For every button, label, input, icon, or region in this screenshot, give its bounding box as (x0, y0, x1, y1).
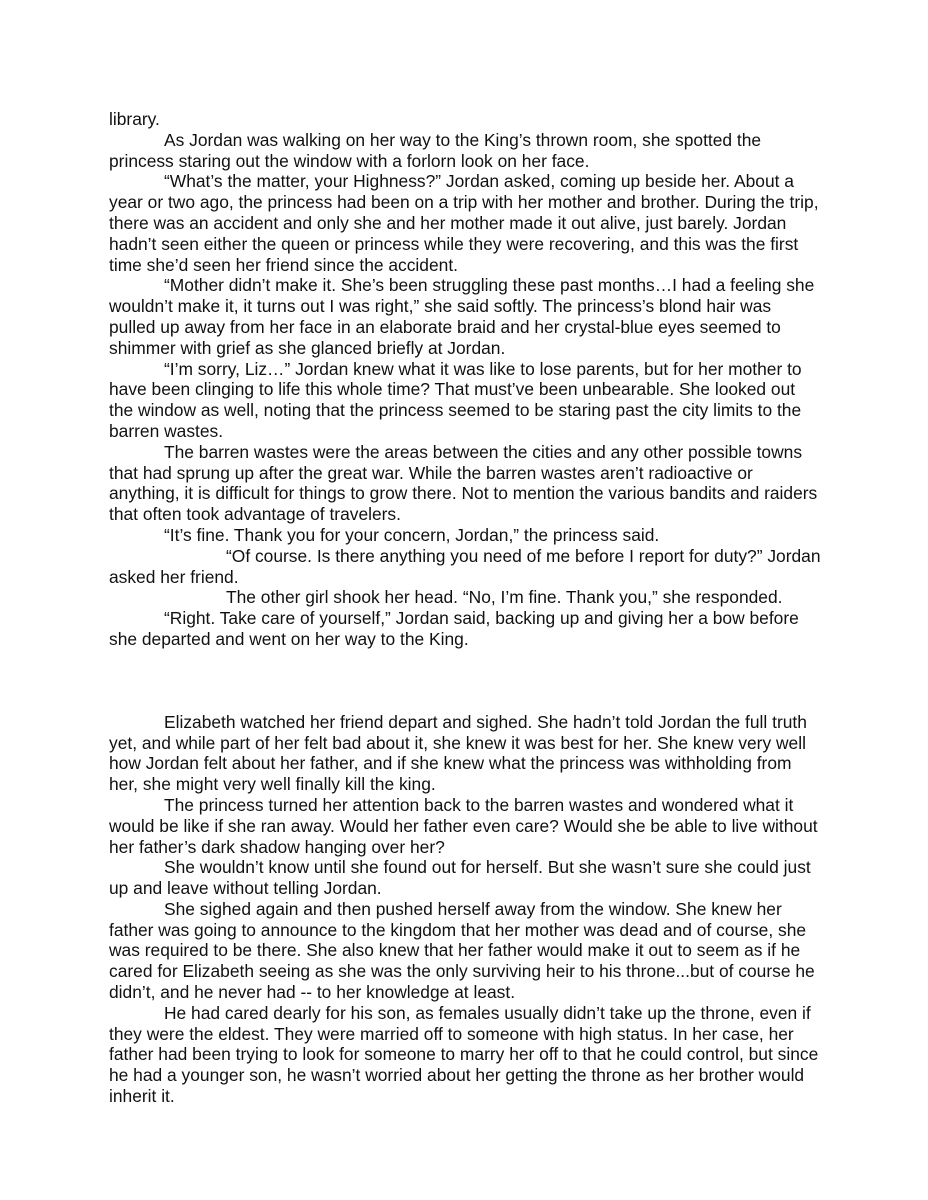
document-page (109, 109, 821, 1107)
paragraph: The barren wastes were the areas between the cities and any other possible towns that had sprung up after the great war. While the barren wastes aren’t radioactive or anything, it is difficult for things to grow there. Not to mention the various bandits and raiders that often took advantage of travelers. (109, 441, 818, 525)
paragraph: “It’s fine. Thank you for your concern, Jordan,” the princess said. (164, 524, 660, 545)
paragraph: She wouldn’t know until she found out for herself. But she wasn’t sure she could just up and leave without telling Jordan. (109, 857, 811, 899)
paragraph: “What’s the matter, your Highness?” Jordan asked, coming up beside her. About a year or two ago, the princess had been on a trip with her mother and brother. During the trip, there was an accident and only she and her mother made it out alive, just barely. Jordan hadn’t seen either the queen or princess while they were recovering, and this was the first time she’d seen her friend since the accident. (109, 171, 819, 275)
paragraph: library. (109, 109, 160, 129)
paragraph: He had cared dearly for his son, as females usually didn’t take up the throne, even if they were the eldest. They were married off to someone with high status. In her case, her father had been trying to look for someone to marry her off to that he could control, but since he had a younger son, he wasn’t worried about her getting the throne as her brother would inherit it. (109, 1002, 819, 1107)
paragraph: As Jordan was walking on her way to the King’s thrown room, she spotted the princess staring out the window with a forlorn look on her face. (109, 129, 762, 171)
paragraph: Elizabeth watched her friend depart and sighed. She hadn’t told Jordan the full truth yet, and while part of her felt bad about it, she knew it was best for her. She knew very well how Jordan felt about her father, and if she knew what the princess was withholding from her, she might very well finally kill the king. (109, 711, 807, 795)
paragraph: “I’m sorry, Liz…” Jordan knew what it was like to lose parents, but for her mother to have been clinging to life this whole time? That must’ve been unbearable. She looked out the window as well, noting that the princess seemed to be staring past the city limits to the barren wastes. (109, 358, 802, 441)
paragraph: “Of course. Is there anything you need of me before I report for duty?” Jordan asked her friend. (109, 545, 821, 587)
paragraph: “Mother didn’t make it. She’s been struggling these past months…I had a feeling she wouldn’t make it, it turns out I was right,” she said softly. The princess’s blond hair was pulled up away from her face in an elaborate braid and her crystal-blue eyes seemed to shimmer with grief as she glanced briefly at Jordan. (109, 275, 815, 358)
paragraph: The other girl shook her head. “No, I’m fine. Thank you,” she responded. (226, 587, 783, 608)
paragraph: “Right. Take care of yourself,” Jordan said, backing up and giving her a bow before she departed and went on her way to the King. (109, 608, 799, 649)
paragraph: The princess turned her attention back to the barren wastes and wondered what it would be like if she ran away. Would her father even care? Would she be able to live without her father’s dark shadow hanging over her? (109, 794, 818, 857)
paragraph: She sighed again and then pushed herself away from the window. She knew her father was going to announce to the kingdom that her mother was dead and of course, she was required to be there. She also knew that her father would make it out to seem as if he cared for Elizabeth seeing as she was the only surviving heir to his throne...but of course he didn’t, and he never had -- to her knowledge at least. (109, 898, 815, 1003)
section-break (109, 650, 821, 712)
